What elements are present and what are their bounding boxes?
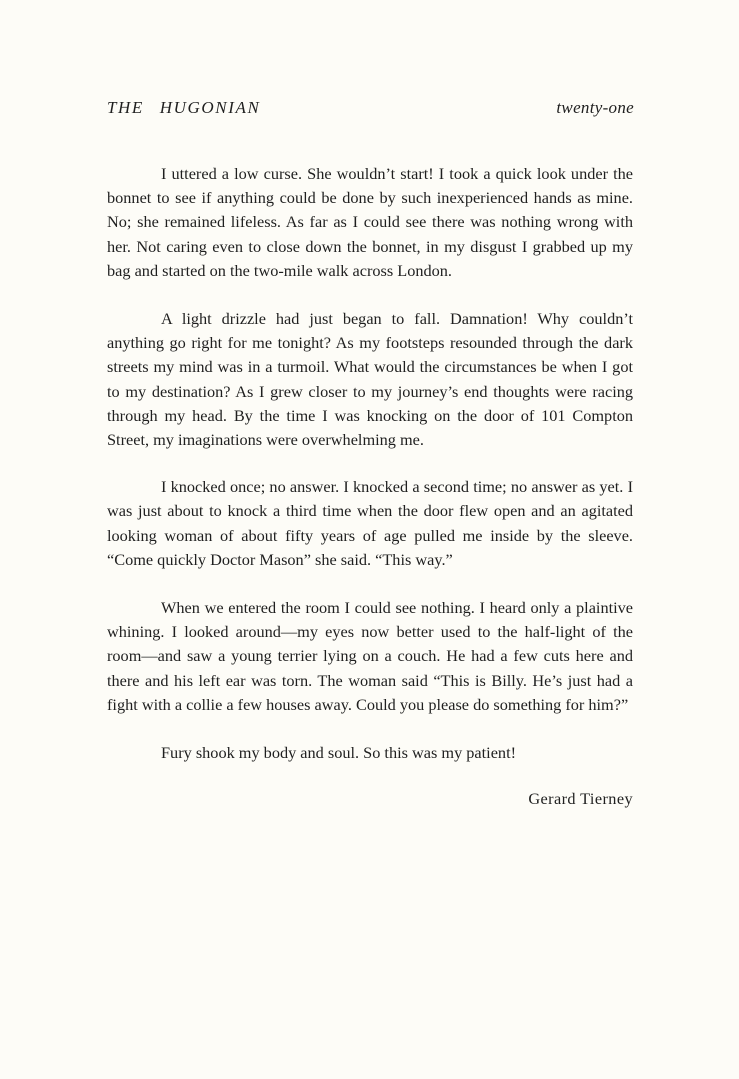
paragraph: When we entered the room I could see nothing. I heard only a plaintive whining. I looked around—my eyes now better used to the half-light of the room—and saw a young terrier lying on a couch. He had a few cuts here and there and his left ear was torn. The woman said “This is Billy. He’s just had a fight with a collie a few houses away. Could you please do something for him?” xyxy=(107,598,633,714)
author-signature: Gerard Tierney xyxy=(528,789,633,809)
journal-title: THE HUGONIAN xyxy=(107,98,261,117)
paragraph: Fury shook my body and soul. So this was my patient! xyxy=(161,743,517,763)
running-header xyxy=(107,98,634,122)
story-text xyxy=(107,162,633,811)
paragraph: A light drizzle had just began to fall. Damnation! Why couldn’t anything go right for me tonight? As my footsteps resounded through the dark streets my mind was in a turmoil. What would the circumstances be when I got to my destination? As I grew closer to my journey’s end thoughts were racing through my head. By the time I was knocking on the door of 101 Compton Street, my imaginations were overwhelming me. xyxy=(107,309,633,450)
paragraph: I uttered a low curse. She wouldn’t start! I took a quick look under the bonnet to see if anything could be done by such inexperienced hands as mine. No; she remained lifeless. As far as I could see there was nothing wrong with her. Not caring even to close down the bonnet, in my disgust I grabbed up my bag and started on the two-mile walk across London. xyxy=(107,164,633,280)
page-number: twenty-one xyxy=(556,98,634,117)
paragraph: I knocked once; no answer. I knocked a second time; no answer as yet. I was just about to knock a third time when the door flew open and an agitated looking woman of about fifty years of age pulled me inside by the sleeve. “Come quickly Doctor Mason” she said. “This way.” xyxy=(107,477,633,569)
